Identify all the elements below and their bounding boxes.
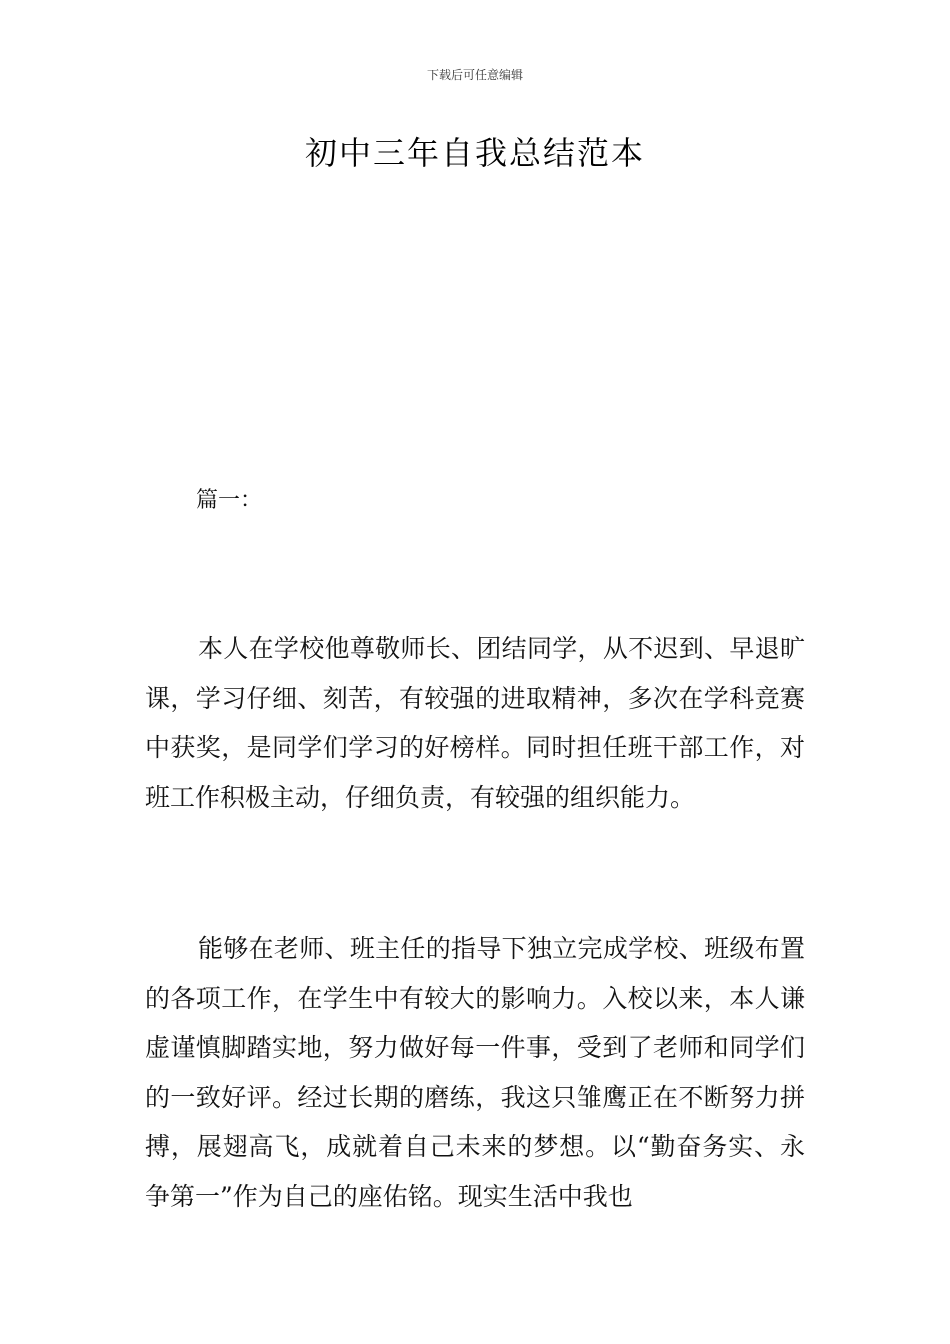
body-paragraph-1: 本人在学校他尊敬师长、团结同学，从不迟到、早退旷课，学习仔细、刻苦，有较强的进取精神，多次在学科竞赛中获奖，是同学们学习的好榜样。同时担任班干部工作，对班工作积极主动，仔细负责，有较强的组织能力。 xyxy=(145,634,805,812)
document-title: 初中三年自我总结范本 xyxy=(304,134,645,172)
body-paragraph-2: 能够在老师、班主任的指导下独立完成学校、班级布置的各项工作，在学生中有较大的影响力。入校以来，本人谦虚谨慎脚踏实地，努力做好每一件事，受到了老师和同学们的一致好评。经过长期的磨练，我这只雏鹰正在不断努力拼搏，展翅高飞，成就着自己未来的梦想。以“勤奋务实、永争第一”作为自己的座佑铭。现实生活中我也 xyxy=(145,934,805,1211)
section-heading: 篇一： xyxy=(196,488,263,513)
header-note: 下载后可任意编辑 xyxy=(426,68,523,82)
